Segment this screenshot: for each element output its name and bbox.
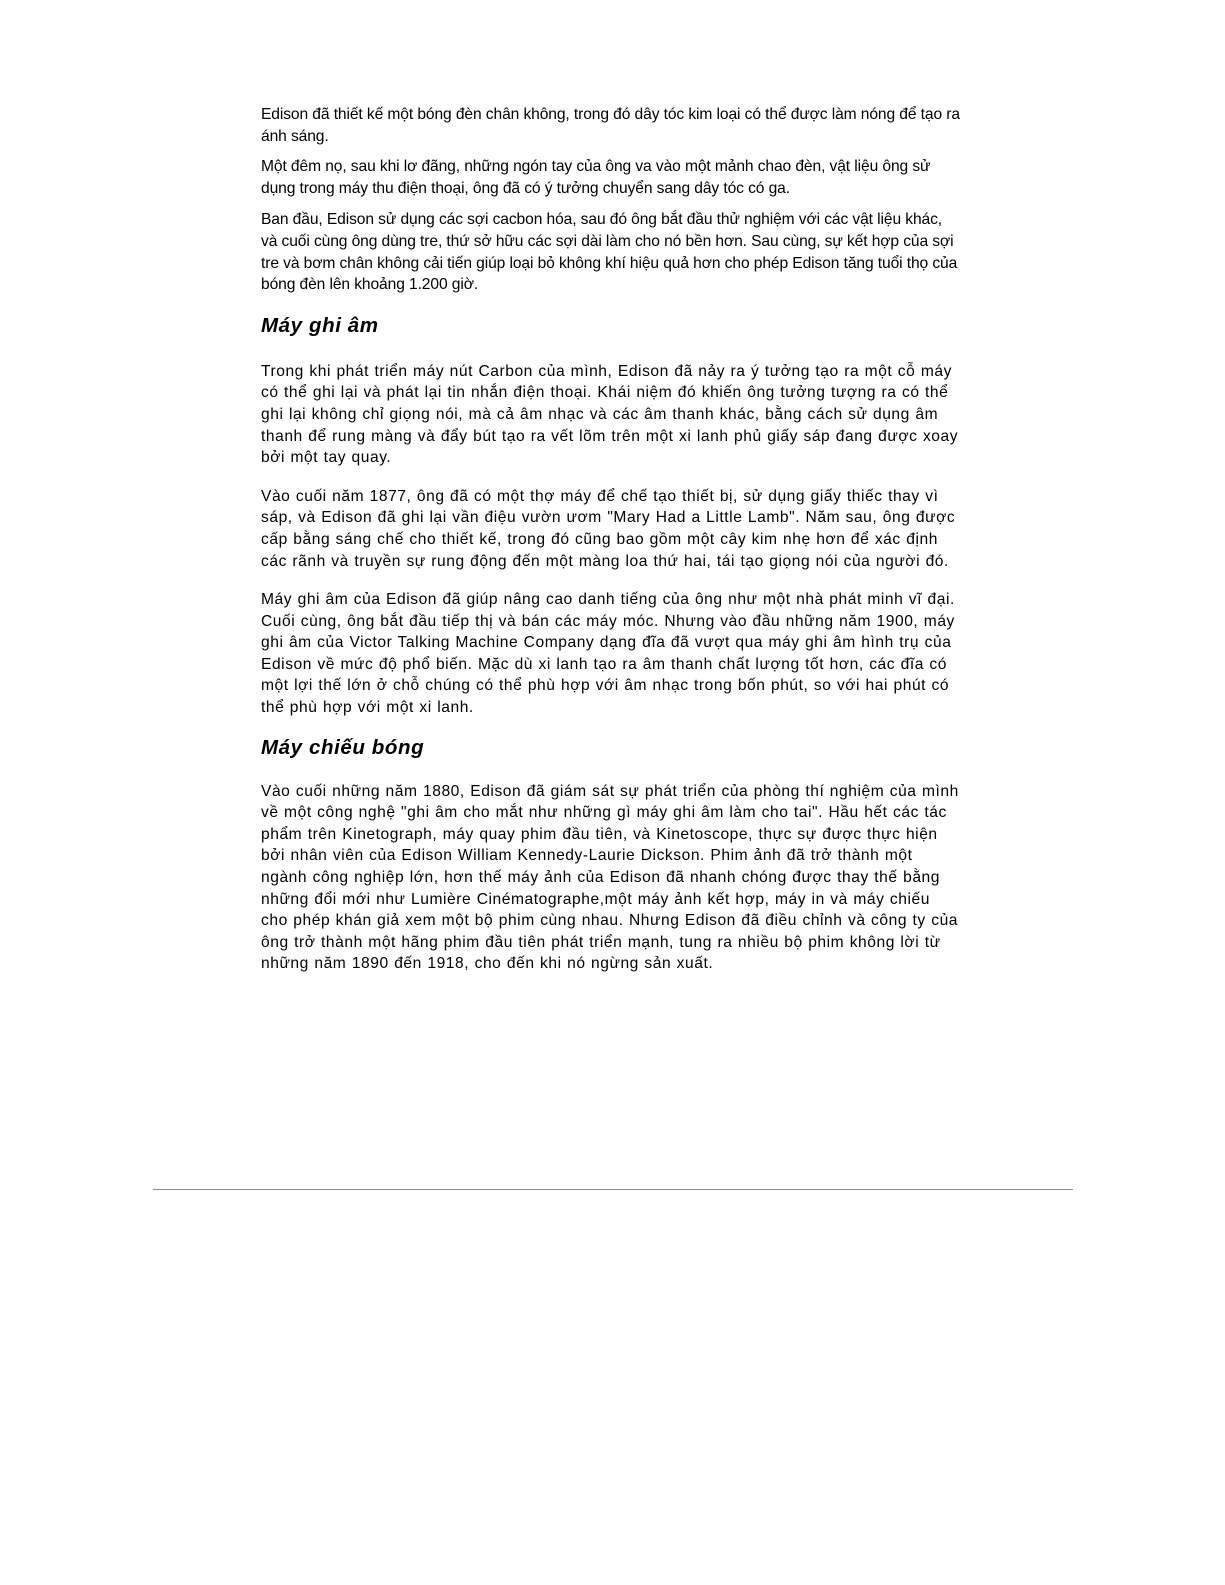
document-body [261, 104, 961, 975]
projector-paragraph-1: Vào cuối những năm 1880, Edison đã giám sát sự phát triển của phòng thí nghiệm của mình về một công nghệ "ghi âm cho mắt như những gì máy ghi âm làm cho tai". Hầu hết các tác phẩm trên Kinetograph, máy quay phim đầu tiên, và Kinetoscope, thực sự được thực hiện bởi nhân viên của Edison William Kennedy-Laurie Dickson. Phim ảnh đã trở thành một ngành công nghiệp lớn, hơn thế máy ảnh của Edison đã nhanh chóng được thay thế bằng những đổi mới như Lumière Cinématographe,một máy ảnh kết hợp, máy in và máy chiếu cho phép khán giả xem một bộ phim cùng nhau. Nhưng Edison đã điều chỉnh và công ty của ông trở thành một hãng phim đầu tiên phát triển mạnh, tung ra nhiều bộ phim không lời từ những năm 1890 đến 1918, cho đến khi nó ngừng sản xuất. [261, 782, 959, 973]
page-footer-divider [153, 1189, 1073, 1190]
intro-paragraph-3: Ban đầu, Edison sử dụng các sợi cacbon hóa, sau đó ông bắt đầu thử nghiệm với các vật liệu khác, và cuối cùng ông dùng tre, thứ sở hữu các sợi dài làm cho nó bền hơn. Sau cùng, sự kết hợp của sợi tre và bơm chân không cải tiến giúp loại bỏ không khí hiệu quả hơn cho phép Edison tăng tuổi thọ của bóng đèn lên khoảng 1.200 giờ. [261, 211, 958, 294]
phonograph-paragraph-2: Vào cuối năm 1877, ông đã có một thợ máy để chế tạo thiết bị, sử dụng giấy thiếc thay vì sáp, và Edison đã ghi lại vần điệu vườn ươm "Mary Had a Little Lamb". Năm sau, ông được cấp bằng sáng chế cho thiết kế, trong đó cũng bao gồm một cây kim nhẹ hơn để xác định các rãnh và truyền sự rung động đến một màng loa thứ hai, tái tạo giọng nói của người đó. [261, 487, 956, 570]
section-heading-projector: Máy chiếu bóng [261, 735, 425, 759]
section-heading-phonograph: Máy ghi âm [261, 313, 379, 337]
intro-paragraph-1: Edison đã thiết kế một bóng đèn chân không, trong đó dây tóc kim loại có thể được làm nóng để tạo ra ánh sáng. [261, 106, 960, 145]
phonograph-paragraph-3: Máy ghi âm của Edison đã giúp nâng cao danh tiếng của ông như một nhà phát minh vĩ đại. Cuối cùng, ông bắt đầu tiếp thị và bán các máy móc. Nhưng vào đầu những năm 1900, máy ghi âm của Victor Talking Machine Company dạng đĩa đã vượt qua máy ghi âm hình trụ của Edison về mức độ phổ biến. Mặc dù xi lanh tạo ra âm thanh chất lượng tốt hơn, các đĩa có một lợi thế lớn ở chỗ chúng có thể phù hợp với âm nhạc trong bốn phút, so với hai phút có thể phù hợp với một xi lanh. [261, 591, 955, 717]
phonograph-paragraph-1: Trong khi phát triển máy nút Carbon của mình, Edison đã nảy ra ý tưởng tạo ra một cỗ máy có thể ghi lại và phát lại tin nhắn điện thoại. Khái niệm đó khiến ông tưởng tượng ra có thể ghi lại không chỉ giọng nói, mà cả âm nhạc và các âm thanh khác, bằng cách sử dụng âm thanh để rung màng và đẩy bút tạo ra vết lõm trên một xi lanh phủ giấy sáp đang được xoay bởi một tay quay. [261, 362, 959, 467]
intro-paragraph-2: Một đêm nọ, sau khi lơ đãng, những ngón tay của ông va vào một mảnh chao đèn, vật liệu ông sử dụng trong máy thu điện thoại, ông đã có ý tưởng chuyển sang dây tóc có ga. [261, 158, 931, 197]
